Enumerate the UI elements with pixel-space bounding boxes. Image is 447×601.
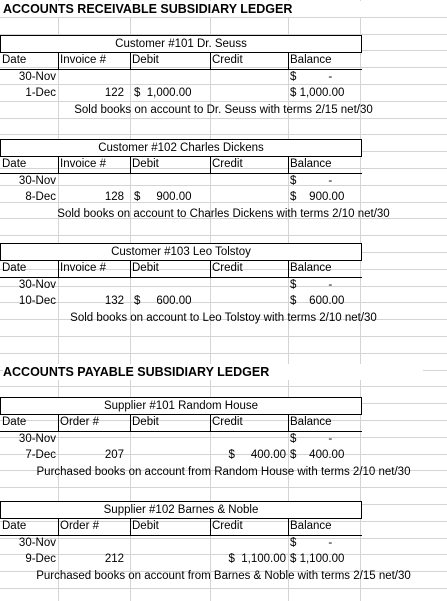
header-date[interactable]: Date [2, 415, 27, 428]
cell-ref[interactable] [58, 277, 124, 293]
gridline-row [0, 134, 447, 135]
header-separator [288, 414, 289, 431]
header-debit[interactable]: Debit [132, 261, 159, 274]
cell-debit[interactable] [134, 551, 208, 567]
cell-debit[interactable]: $ 900.00 [134, 191, 192, 204]
header-date[interactable]: Date [2, 261, 27, 274]
header-date[interactable]: Date [2, 53, 27, 66]
header-balance[interactable]: Balance [290, 157, 332, 170]
cell-debit[interactable] [134, 431, 208, 447]
cell-balance[interactable]: $ - [290, 70, 333, 83]
cell-balance[interactable]: $ - [290, 278, 333, 291]
header-ref[interactable]: Order # [60, 415, 99, 428]
header-credit[interactable]: Credit [212, 157, 243, 170]
cell-ref[interactable] [58, 173, 124, 189]
header-ref[interactable]: Invoice # [60, 261, 107, 274]
ledger-note[interactable]: Purchased books on account from Barnes & Noble with terms 2/15 net/30 [36, 570, 411, 583]
header-separator [130, 156, 131, 173]
header-separator [210, 260, 211, 277]
header-balance[interactable]: Balance [290, 415, 332, 428]
cell-ref[interactable] [58, 69, 124, 85]
cell-date[interactable]: 10-Dec [18, 295, 56, 308]
cell-ref[interactable] [58, 535, 124, 551]
cell-debit[interactable] [134, 447, 208, 463]
cell-date[interactable]: 30-Nov [18, 432, 56, 445]
cell-ref[interactable]: 132 [104, 295, 124, 308]
ledger-title[interactable]: Supplier #101 Random House [103, 399, 259, 412]
cell-date[interactable]: 7-Dec [25, 449, 56, 462]
cell-ref[interactable]: 128 [104, 191, 124, 204]
header-ref[interactable]: Invoice # [60, 157, 107, 170]
ledger-note[interactable]: Sold books on account to Charles Dickens with terms 2/10 net/30 [57, 208, 390, 221]
header-separator [288, 52, 289, 69]
header-separator [210, 52, 211, 69]
cell-ref[interactable]: 212 [104, 553, 124, 566]
ap-heading[interactable]: ACCOUNTS PAYABLE SUBSIDIARY LEDGER [3, 364, 423, 380]
header-debit[interactable]: Debit [132, 519, 159, 532]
header-credit[interactable]: Credit [212, 519, 243, 532]
cell-date[interactable]: 1-Dec [25, 87, 56, 100]
cell-date[interactable]: 30-Nov [18, 70, 56, 83]
gridline-row [0, 386, 447, 387]
gridline-row [0, 17, 447, 18]
cell-credit[interactable] [212, 173, 286, 189]
cell-debit[interactable] [134, 535, 208, 551]
gridline-row [0, 487, 447, 488]
cell-date[interactable]: 30-Nov [18, 536, 56, 549]
cell-ref[interactable]: 122 [104, 87, 124, 100]
gridline-row [0, 353, 447, 354]
cell-credit[interactable] [212, 277, 286, 293]
header-credit[interactable]: Credit [212, 53, 243, 66]
cell-ref[interactable] [58, 431, 124, 447]
cell-debit[interactable]: $ 600.00 [134, 295, 192, 308]
gridline-row [0, 235, 447, 236]
header-balance[interactable]: Balance [290, 519, 332, 532]
header-separator [210, 414, 211, 431]
header-debit[interactable]: Debit [132, 415, 159, 428]
cell-date[interactable]: 8-Dec [25, 191, 56, 204]
cell-date[interactable]: 9-Dec [25, 553, 56, 566]
header-credit[interactable]: Credit [212, 261, 243, 274]
ledger-title[interactable]: Supplier #102 Barnes & Noble [103, 503, 259, 516]
cell-credit[interactable] [212, 189, 286, 205]
header-ref[interactable]: Order # [60, 519, 99, 532]
cell-credit[interactable] [212, 69, 286, 85]
header-separator [130, 260, 131, 277]
header-debit[interactable]: Debit [132, 53, 159, 66]
header-balance[interactable]: Balance [290, 261, 332, 274]
header-separator [210, 156, 211, 173]
gridline-row [0, 336, 447, 337]
header-debit[interactable]: Debit [132, 157, 159, 170]
cell-date[interactable]: 30-Nov [18, 278, 56, 291]
header-credit[interactable]: Credit [212, 415, 243, 428]
ledger-note[interactable]: Purchased books on account from Random House with terms 2/10 net/30 [36, 466, 411, 479]
cell-debit[interactable]: $ 1,000.00 [134, 87, 192, 100]
cell-balance[interactable]: $ 1,100.00 [290, 553, 345, 566]
ar-heading[interactable]: ACCOUNTS RECEIVABLE SUBSIDIARY LEDGER [3, 1, 423, 17]
header-separator [288, 260, 289, 277]
header-ref[interactable]: Invoice # [60, 53, 107, 66]
cell-balance[interactable]: $ 400.00 [290, 449, 345, 462]
cell-credit[interactable] [212, 431, 286, 447]
ledger-note[interactable]: Sold books on account to Leo Tolstoy with terms 2/10 net/30 [70, 312, 377, 325]
header-separator [130, 414, 131, 431]
cell-credit[interactable] [212, 85, 286, 101]
ledger-note[interactable]: Sold books on account to Dr. Seuss with terms 2/15 net/30 [74, 104, 373, 117]
cell-balance[interactable]: $ - [290, 174, 333, 187]
cell-debit[interactable] [134, 69, 208, 85]
cell-ref[interactable]: 207 [104, 449, 124, 462]
cell-credit[interactable] [212, 535, 286, 551]
header-date[interactable]: Date [2, 519, 27, 532]
header-separator [288, 156, 289, 173]
cell-balance[interactable]: $ - [290, 432, 333, 445]
cell-debit[interactable] [134, 277, 208, 293]
header-separator [210, 518, 211, 535]
ledger-title[interactable]: Customer #101 Dr. Seuss [115, 37, 247, 50]
ledger-title[interactable]: Customer #103 Leo Tolstoy [111, 245, 251, 258]
cell-balance[interactable]: $ 1,000.00 [290, 87, 345, 100]
header-separator [130, 518, 131, 535]
header-balance[interactable]: Balance [290, 53, 332, 66]
cell-date[interactable]: 30-Nov [18, 174, 56, 187]
cell-credit[interactable]: $ 400.00 [228, 449, 286, 462]
gridline-row [0, 588, 447, 589]
cell-balance[interactable]: $ 900.00 [290, 191, 345, 204]
cell-credit[interactable] [212, 293, 286, 309]
cell-debit[interactable] [134, 173, 208, 189]
cell-credit[interactable]: $ 1,100.00 [228, 553, 286, 566]
header-date[interactable]: Date [2, 157, 27, 170]
cell-balance[interactable]: $ - [290, 536, 333, 549]
cell-balance[interactable]: $ 600.00 [290, 295, 345, 308]
header-separator [288, 518, 289, 535]
ledger-title[interactable]: Customer #102 Charles Dickens [98, 141, 264, 154]
header-separator [130, 52, 131, 69]
